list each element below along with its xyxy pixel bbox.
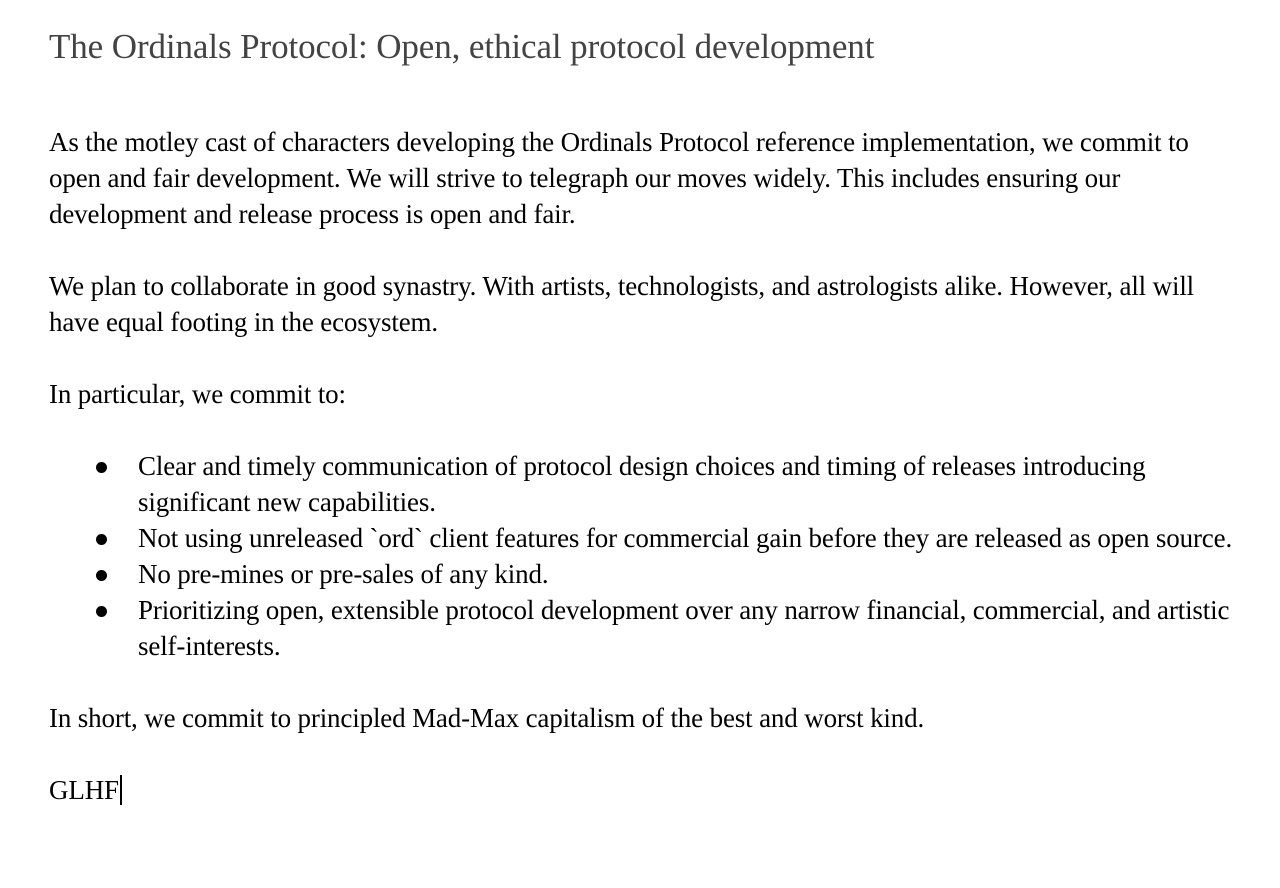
list-item [49, 592, 1240, 664]
text-cursor [120, 775, 122, 805]
list-item-text: No pre-mines or pre-sales of any kind. [138, 559, 549, 589]
collaboration-paragraph: We plan to collaborate in good synastry. With artists, technologists, and astrologists alike. However, all will have equal footing in the ecosystem. [49, 271, 1195, 337]
bullet-icon [96, 570, 107, 581]
commitments-lead-paragraph: In particular, we commit to: [49, 379, 346, 409]
list-item [49, 520, 1240, 556]
bullet-icon [96, 606, 107, 617]
commitments-list [49, 448, 1240, 664]
bullet-icon [96, 534, 107, 545]
list-item [49, 448, 1240, 520]
list-item [49, 556, 1240, 592]
list-item-text: Clear and timely communication of protocol design choices and timing of releases introducing significant new capabilities. [138, 451, 1146, 517]
signoff-paragraph [49, 772, 1240, 808]
document-title: The Ordinals Protocol: Open, ethical protocol development [49, 27, 875, 66]
signoff-text: GLHF [49, 775, 119, 805]
closing-paragraph: In short, we commit to principled Mad-Max capitalism of the best and worst kind. [49, 703, 925, 733]
bullet-icon [96, 462, 107, 473]
intro-paragraph: As the motley cast of characters developing the Ordinals Protocol reference implementation, we commit to open and fair development. We will strive to telegraph our moves widely. This includes ensuring our development and release process is open and fair. [49, 127, 1189, 229]
list-item-text: Prioritizing open, extensible protocol development over any narrow financial, commercial, and artistic self-interests. [138, 595, 1230, 661]
list-item-text: Not using unreleased `ord` client features for commercial gain before they are released as open source. [138, 523, 1233, 553]
